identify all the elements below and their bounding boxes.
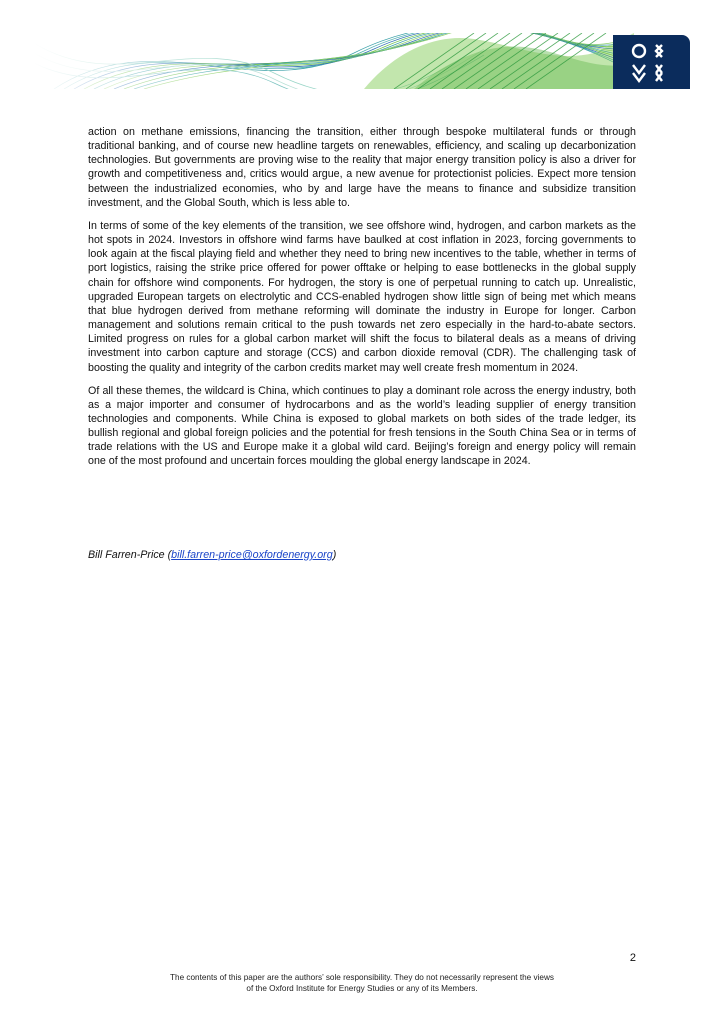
author-email-link[interactable]: bill.farren-price@oxfordenergy.org bbox=[171, 549, 333, 561]
disclaimer-line: of the Oxford Institute for Energy Studies or any of its Members. bbox=[246, 983, 478, 993]
disclaimer-line: The contents of this paper are the authors’ sole responsibility. They do not necessarily represent the views bbox=[170, 973, 554, 982]
oies-logo bbox=[613, 35, 690, 89]
paragraph: Of all these themes, the wildcard is China, which continues to play a dominant role across the energy industry, both as a major importer and consumer of hydrocarbons and as the world’s leading supplier of energy transition technologies and components. While China is exposed to global markets on both sides of the trade ledger, its bullish regional and global foreign policies and the potential for fresh tensions in the South China Sea or in terms of trade relations with the US and Europe make it a global wild card. Beijing’s foreign and energy policy will remain one of the most profound and uncertain forces moulding the global energy landscape in 2024. bbox=[88, 384, 636, 468]
author-signature bbox=[88, 549, 336, 561]
paragraph: action on methane emissions, financing the transition, either through bespoke multilateral funds or through traditional banking, and of course new headline targets on renewables, efficiency, and scaling up decarbonization technologies. But governments are proving wise to the reality that major energy transition policy is also a driver for growth and competitiveness and, critics would argue, a new avenue for protectionist policies. Expect more tension between the industrialized economies, who by and large have the means to finance and subsidize transition investment, and the Global South, which is less able to. bbox=[88, 126, 636, 209]
open-paren: ( bbox=[164, 549, 172, 561]
paragraph: In terms of some of the key elements of the transition, we see offshore wind, hydrogen, and carbon markets as the hot spots in 2024. Investors in offshore wind farms have baulked at cost inflation in 2023, forcing governments to look again at the fiscal playing field and whether they need to bring new incentives to the table, whether in terms of port logistics, raising the strike price offered for power offtake or helping to ease bottlenecks in the global supply chain for offshore wind components. For hydrogen, the story is one of perpetual running to catch up. Unrealistic, upgraded European targets on electrolytic and CCS-enabled hydrogen show little sign of being met which means that blue hydrogen derived from methane reforming will dominate the industry in Europe for longer. Carbon management and solutions remain critical to the push towards net zero especially in the hard-to-abate sectors. Limited progress on rules for a global carbon market will shift the focus to bilateral deals as a means of driving investment into carbon capture and storage (CCS) and carbon dioxide removal (CDR). The challenging task of boosting the quality and integrity of the carbon credits market may well create fresh momentum in 2024. bbox=[88, 219, 636, 374]
page-number: 2 bbox=[629, 952, 636, 964]
header-wave-banner bbox=[34, 33, 690, 89]
author-name: Bill Farren-Price bbox=[88, 549, 165, 561]
footer-disclaimer bbox=[0, 973, 724, 994]
oies-logo-icon bbox=[613, 35, 690, 89]
body-text bbox=[88, 125, 636, 478]
close-paren: ) bbox=[332, 549, 337, 561]
